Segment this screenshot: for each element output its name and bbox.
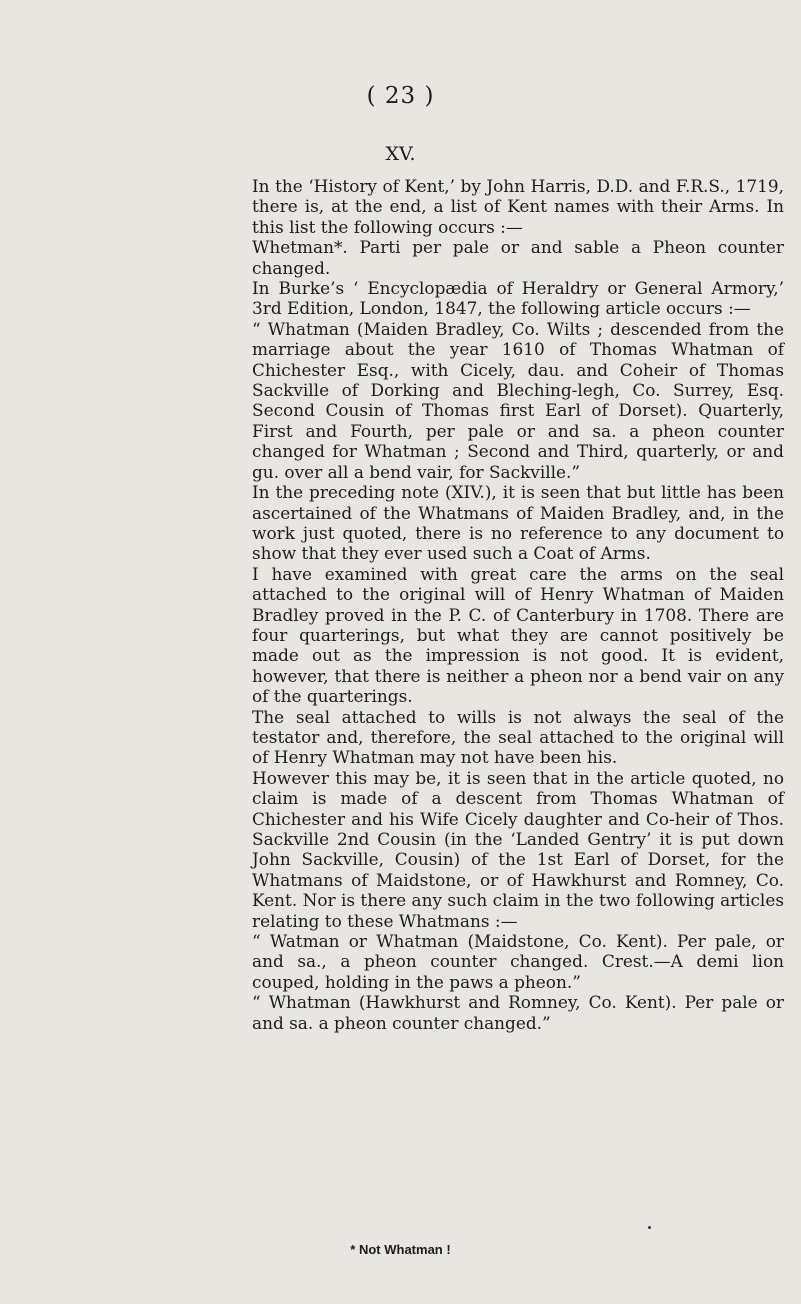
page-number: ( 23 ) [366, 83, 435, 109]
paragraph-watman-maidstone-quote: “ Watman or Whatman (Maidstone, Co. Kent). Per pale, or and sa., a pheon counter changed. Crest.—A demi lion couped, holding in the paws a pheon.” [252, 931, 784, 992]
paragraph-whatman-hawkhurst-quote: “ Whatman (Hawkhurst and Romney, Co. Kent). Per pale or and sa. a pheon counter changed.” [252, 992, 784, 1033]
body-text [252, 176, 784, 1033]
section-heading: XV. [385, 143, 416, 165]
paragraph-whatman-maiden-bradley-quote: “ Whatman (Maiden Bradley, Co. Wilts ; descended from the marriage about the year 1610 of Thomas Whatman of Chichester Esq., with Cicely, dau. and Coheir of Thomas Sackville of Dorking and Bleching-legh, Co. Surrey, Esq. Second Cousin of Thomas first Earl of Dorset). Quarterly, First and Fourth, per pale or and sa. a pheon counter changed for Whatman ; Second and Third, quarterly, or and gu. over all a bend vair, for Sackville.” [252, 318, 784, 482]
paragraph-preceding-note: In the preceding note (XIV.), it is seen that but little has been ascertained of the Whatmans of Maiden Bradley, and, in the work just quoted, there is no reference to any document to show that they ever used such a Coat of Arms. [252, 482, 784, 564]
paragraph-no-claim-descent: However this may be, it is seen that in the article quoted, no claim is made of a descent from Thomas Whatman of Chichester and his Wife Cicely daughter and Co-heir of Thos. Sackville 2nd Cousin (in the ‘Landed Gentry’ it is put down John Sackville, Cousin) of the 1st Earl of Dorset, for the Whatmans of Maidstone, or of Hawkhurst and Romney, Co. Kent. Nor is there any such claim in the two following articles relating to these Whatmans :— [252, 767, 784, 931]
paragraph-burke-intro: In Burke’s ‘ Encyclopædia of Heraldry or General Armory,’ 3rd Edition, London, 1847, the following article occurs :— [252, 278, 784, 319]
footnote: * Not Whatman ! [350, 1242, 451, 1257]
ink-speck [648, 1226, 651, 1229]
paragraph-seal-examination: I have examined with great care the arms on the seal attached to the original will of Henry Whatman of Maiden Bradley proved in the P. C. of Canterbury in 1708. There are four quarterings, but what they are cannot positively be made out as the impression is not good. It is evident, however, that there is neither a pheon nor a bend vair on any of the quarterings. [252, 563, 784, 707]
paragraph-seal-not-testator: The seal attached to wills is not always the seal of the testator and, therefore, the seal attached to the original will of Henry Whatman may not have been his. [252, 706, 784, 768]
paragraph-history-of-kent: In the ‘History of Kent,’ by John Harris, D.D. and F.R.S., 1719, there is, at the end, a list of Kent names with their Arms. In this list the following occurs :— [252, 176, 784, 237]
paragraph-whetman-entry: Whetman*. Parti per pale or and sable a Pheon counter changed. [252, 237, 784, 278]
